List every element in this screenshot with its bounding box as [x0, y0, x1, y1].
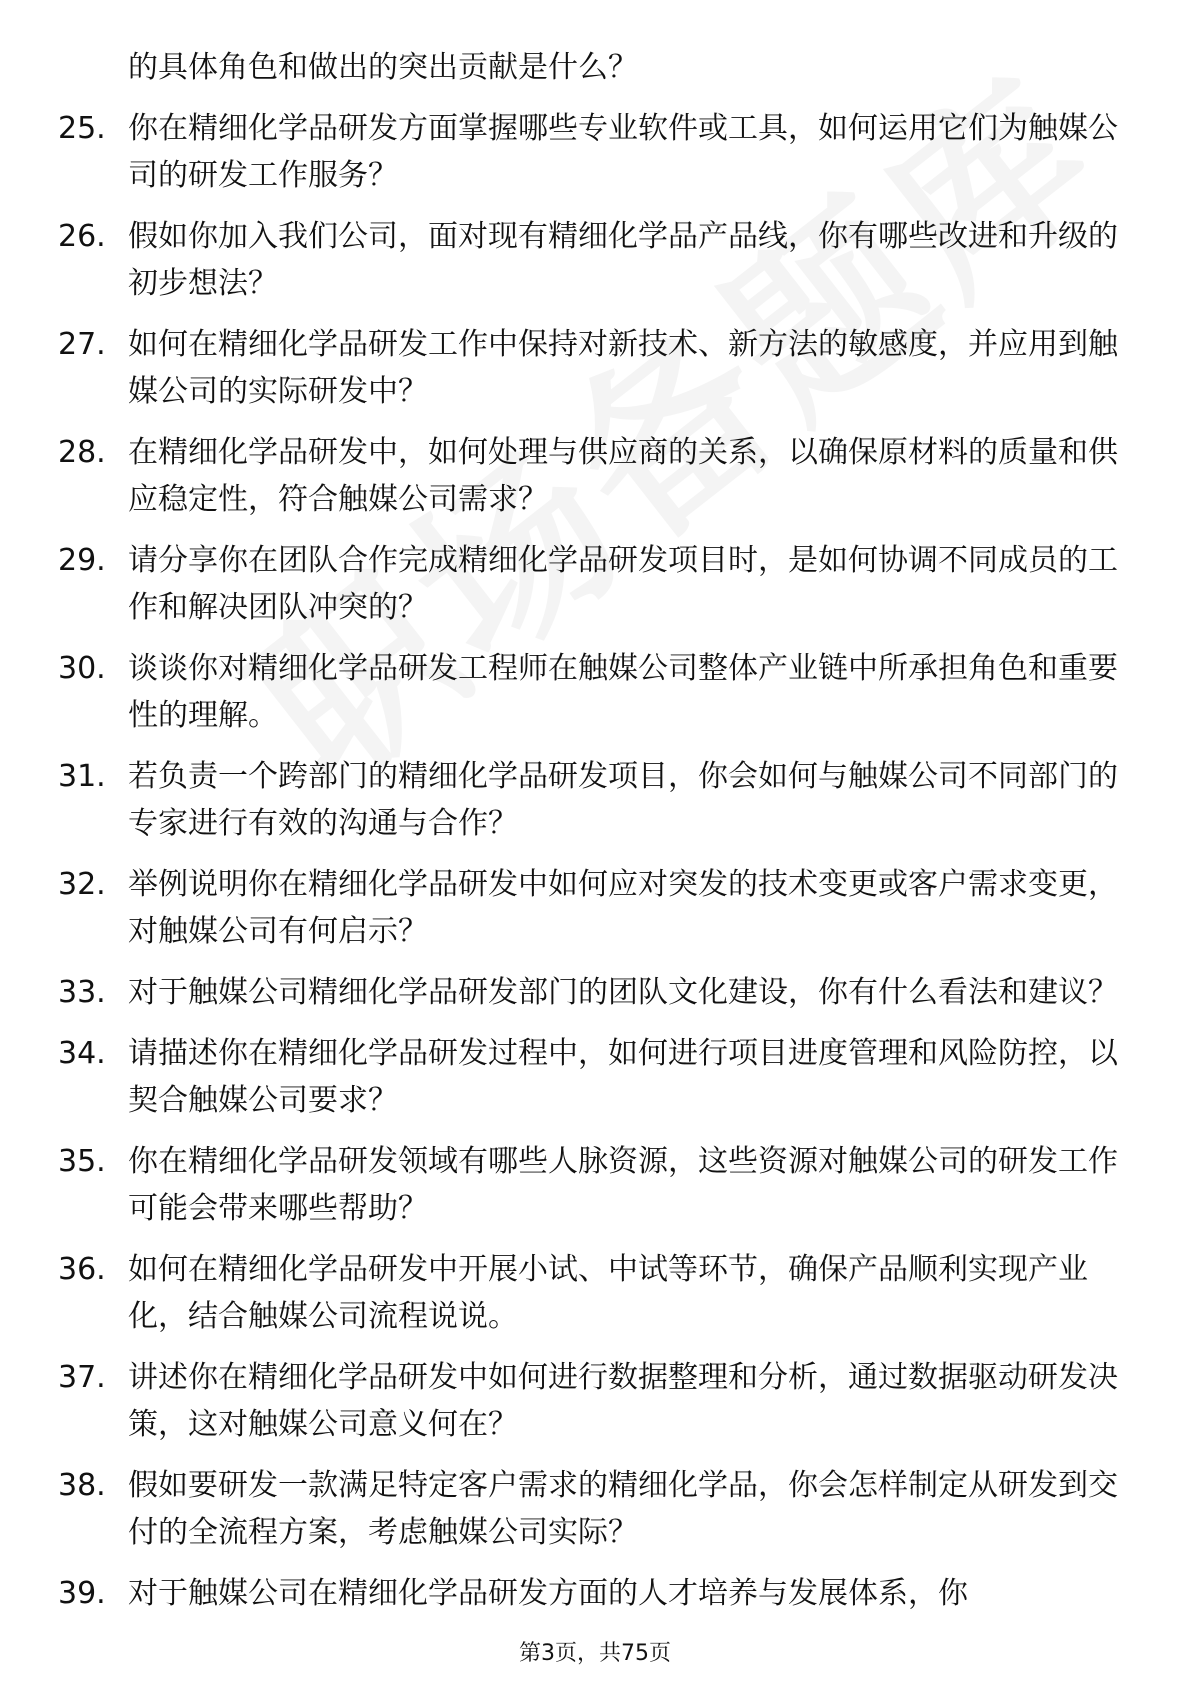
item-number: 34.: [58, 1036, 106, 1071]
item-text: 对于触媒公司精细化学品研发部门的团队文化建设，你有什么看法和建议？: [128, 975, 1118, 1010]
item-text: 讲述你在精细化学品研发中如何进行数据整理和分析，通过数据驱动研发决策，这对触媒公司意义何在？: [128, 1360, 1118, 1442]
list-item: [58, 1354, 1118, 1448]
item-number: 35.: [58, 1144, 106, 1179]
item-text: 对于触媒公司在精细化学品研发方面的人才培养与发展体系，你: [128, 1576, 968, 1611]
item-number: 39.: [58, 1576, 106, 1611]
list-item: [58, 645, 1118, 739]
item-text: 请描述你在精细化学品研发过程中，如何进行项目进度管理和风险防控，以契合触媒公司要求？: [128, 1036, 1118, 1118]
item-text: 假如要研发一款满足特定客户需求的精细化学品，你会怎样制定从研发到交付的全流程方案，考虑触媒公司实际？: [128, 1468, 1118, 1550]
list-item: [58, 44, 1118, 91]
list-item: [58, 1246, 1118, 1340]
item-text: 若负责一个跨部门的精细化学品研发项目，你会如何与触媒公司不同部门的专家进行有效的沟通与合作？: [128, 759, 1118, 841]
item-text: 请分享你在团队合作完成精细化学品研发项目时，是如何协调不同成员的工作和解决团队冲突的？: [128, 543, 1118, 625]
item-number: 32.: [58, 867, 106, 902]
list-item: [58, 753, 1118, 847]
list-item: [58, 105, 1118, 199]
list-item: [58, 213, 1118, 307]
item-text: 的具体角色和做出的突出贡献是什么？: [128, 50, 638, 85]
list-item: [58, 1138, 1118, 1232]
item-number: 25.: [58, 111, 106, 146]
item-text: 如何在精细化学品研发中开展小试、中试等环节，确保产品顺利实现产业化，结合触媒公司流程说说。: [128, 1252, 1088, 1334]
list-item: [58, 1030, 1118, 1124]
item-text: 如何在精细化学品研发工作中保持对新技术、新方法的敏感度，并应用到触媒公司的实际研发中？: [128, 327, 1118, 409]
item-text: 举例说明你在精细化学品研发中如何应对突发的技术变更或客户需求变更，对触媒公司有何启示？: [128, 867, 1118, 949]
item-text: 假如你加入我们公司，面对现有精细化学品产品线，你有哪些改进和升级的初步想法？: [128, 219, 1118, 301]
question-list: [58, 44, 1118, 1631]
item-number: 36.: [58, 1252, 106, 1287]
list-item: [58, 321, 1118, 415]
list-item: [58, 1570, 1118, 1617]
item-number: 31.: [58, 759, 106, 794]
item-number: 27.: [58, 327, 106, 362]
item-number: 29.: [58, 543, 106, 578]
list-item: [58, 537, 1118, 631]
list-item: [58, 429, 1118, 523]
item-number: 30.: [58, 651, 106, 686]
item-text: 在精细化学品研发中，如何处理与供应商的关系，以确保原材料的质量和供应稳定性，符合触媒公司需求？: [128, 435, 1118, 517]
list-item: [58, 861, 1118, 955]
item-number: 33.: [58, 975, 106, 1010]
list-item: [58, 1462, 1118, 1556]
item-number: 26.: [58, 219, 106, 254]
list-item: [58, 969, 1118, 1016]
page-footer: 第3页，共75页: [519, 1641, 671, 1666]
item-text: 你在精细化学品研发领域有哪些人脉资源，这些资源对触媒公司的研发工作可能会带来哪些帮助？: [128, 1144, 1118, 1226]
item-number: 38.: [58, 1468, 106, 1503]
item-number: 28.: [58, 435, 106, 470]
item-number: 37.: [58, 1360, 106, 1395]
item-text: 你在精细化学品研发方面掌握哪些专业软件或工具，如何运用它们为触媒公司的研发工作服务？: [128, 111, 1118, 193]
item-text: 谈谈你对精细化学品研发工程师在触媒公司整体产业链中所承担角色和重要性的理解。: [128, 651, 1118, 733]
